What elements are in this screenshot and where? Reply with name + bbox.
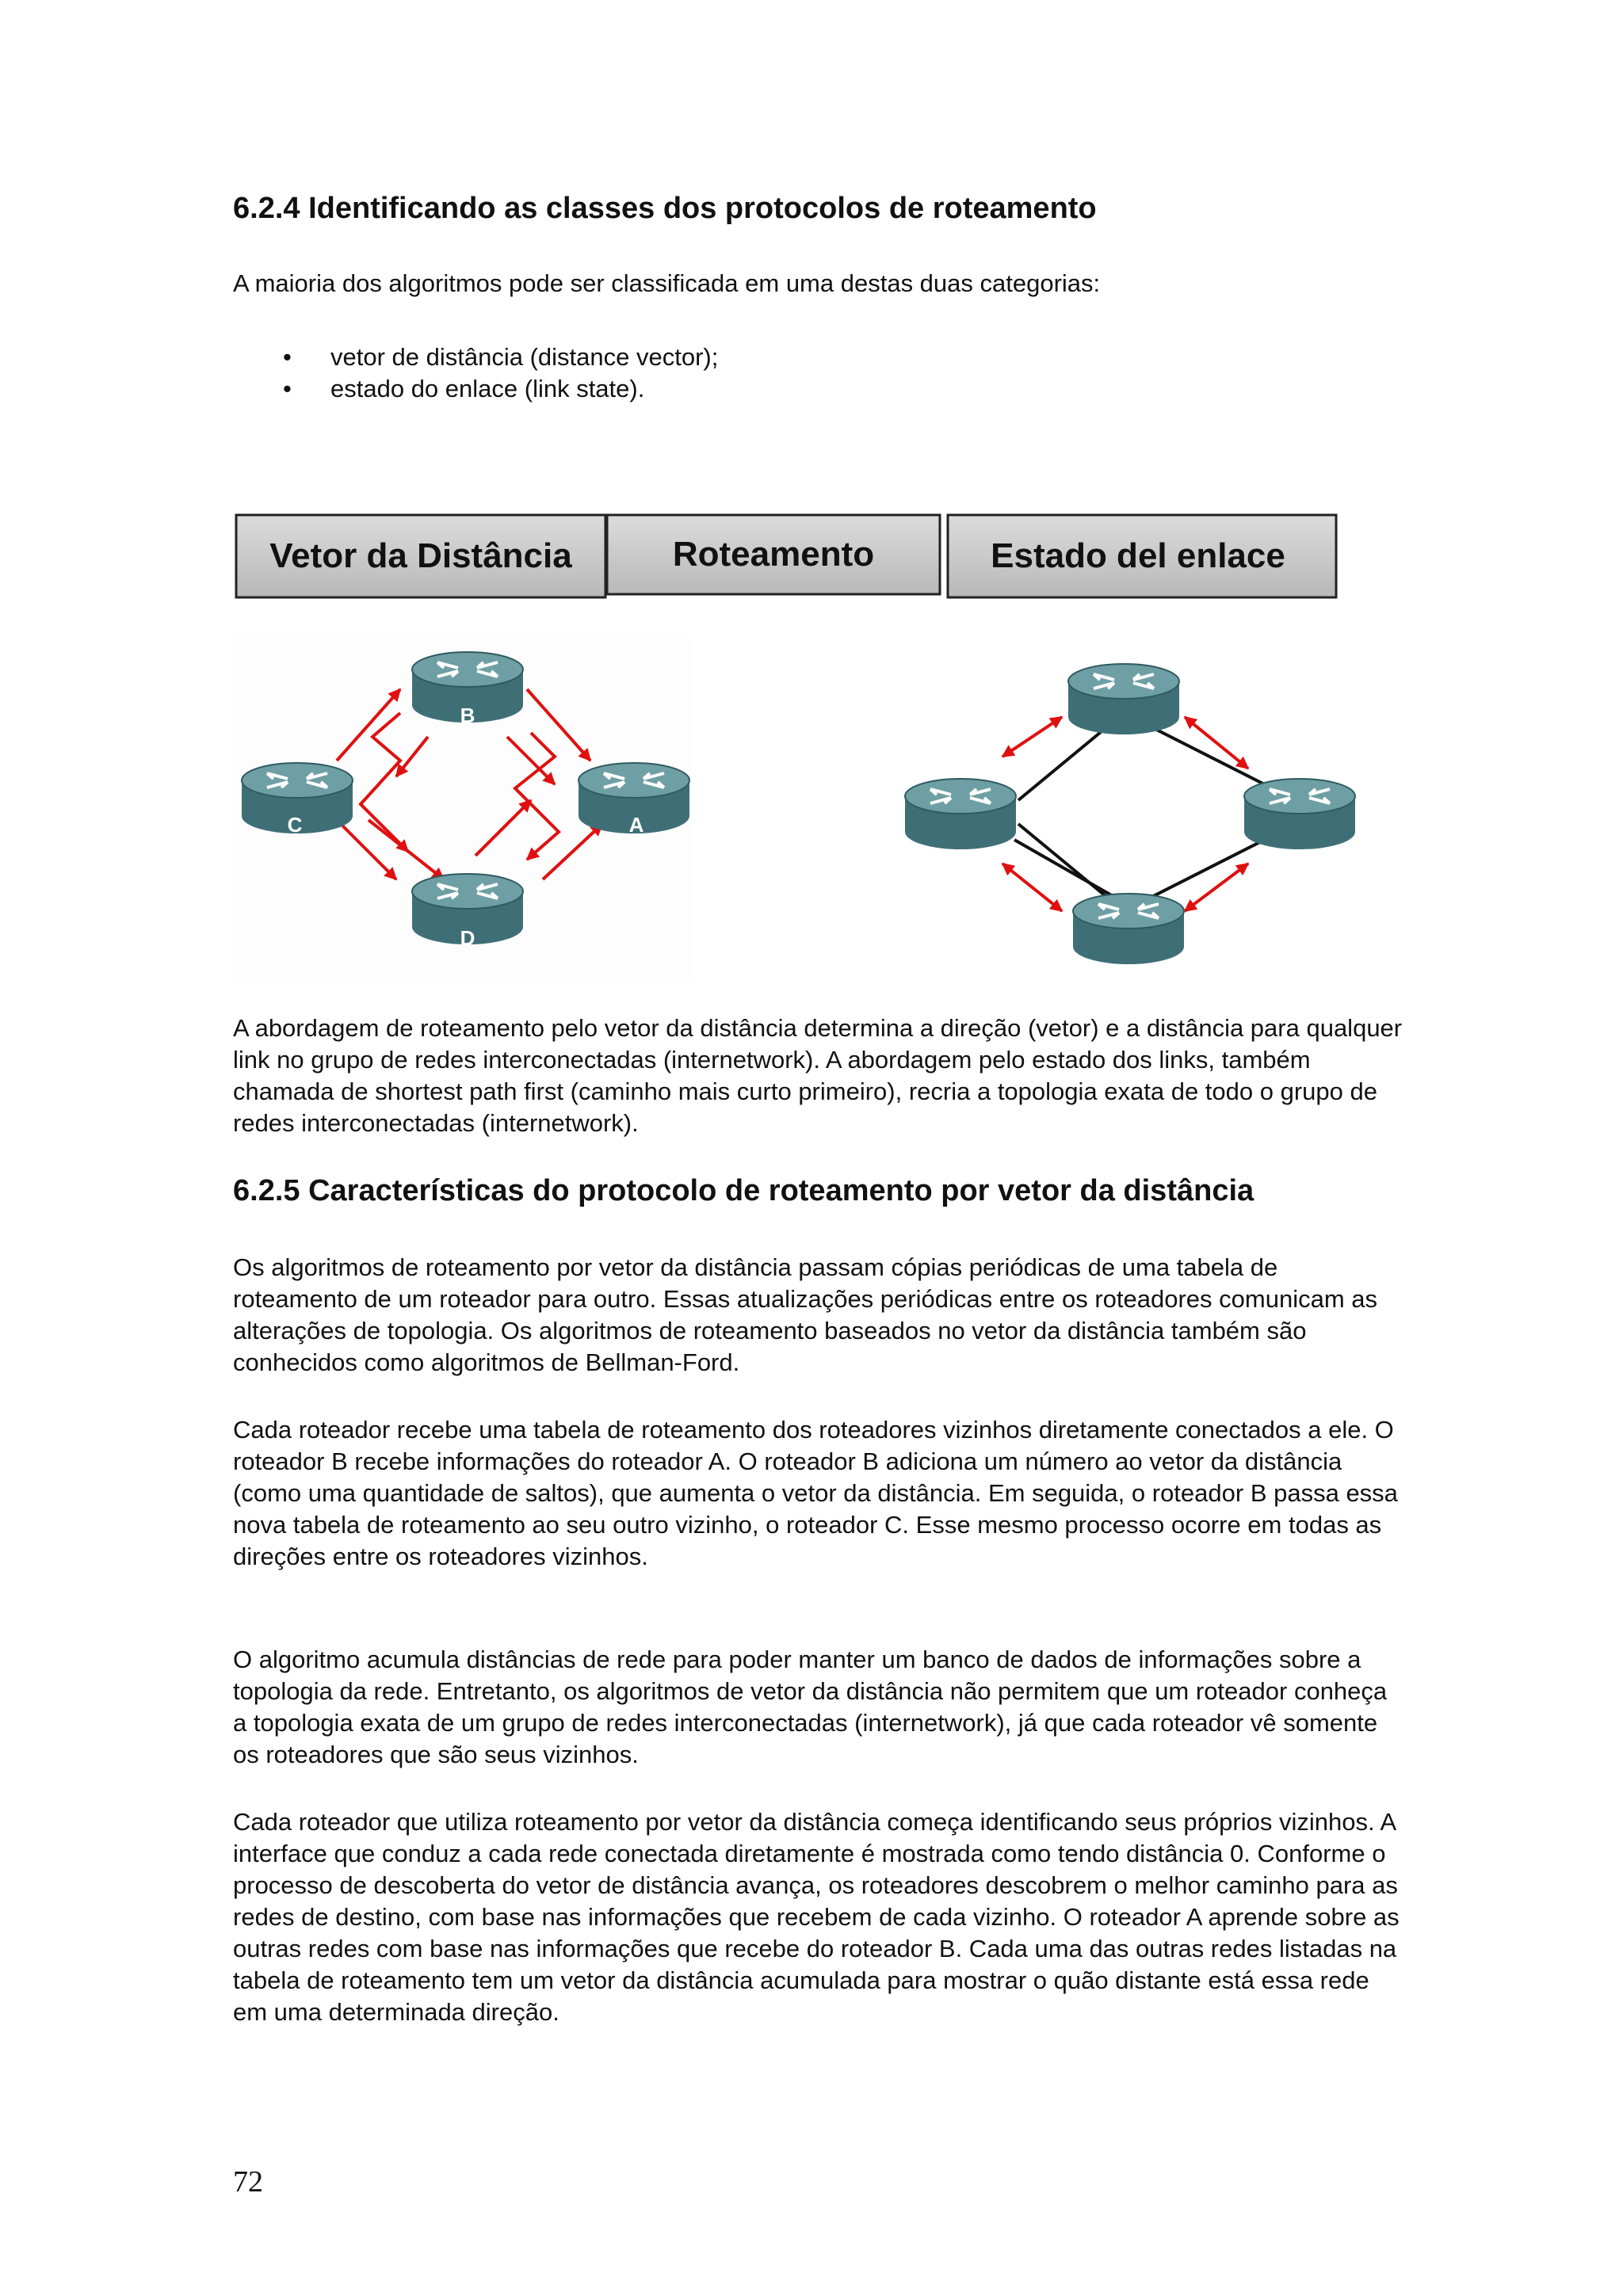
router-icon [1073, 894, 1184, 964]
list-item-text: estado do enlace (link state). [330, 375, 645, 402]
link-state-diagram [905, 664, 1355, 964]
section-heading-6-2-4: 6.2.4 Identificando as classes dos protocolos de roteamento [233, 192, 1097, 225]
router-icon [905, 779, 1016, 849]
router-icon [1244, 779, 1355, 849]
distance-vector-diagram [231, 638, 691, 978]
list-item-text: vetor de distância (distance vector); [330, 343, 719, 371]
label-link-state [948, 515, 1336, 597]
router-label: B [460, 704, 475, 727]
paragraph-bellman-ford: Os algoritmos de roteamento por vetor da distância passam cópias periódicas de uma tabela de roteamento de um roteador para outro. Essas atualizações periódicas entre os roteadores comunicam as alterações de topologia. Os algoritmos de roteamento baseados no vetor da distância também são conhecidos como algoritmos de Bellman-Ford. [233, 1253, 1377, 1376]
paragraph-neighbors: Cada roteador que utiliza roteamento por vetor da distância começa identificando seus próprios vizinhos. A interface que conduz a cada rede conectada diretamente é mostrada como tendo distância 0. Conforme o processo de descoberta do vetor de distância avança, os roteadores descobrem o melhor caminho para as redes de destino, com base nas informações que recebem de cada vizinho. O roteador A aprende sobre as outras redes com base nas informações que recebe do roteador B. Cada uma das outras redes listadas na tabela de roteamento tem um vetor da distância acumulada para mostrar o quão distante está essa rede em uma determinada direção. [233, 1808, 1400, 2026]
router-icon [1068, 664, 1179, 734]
lsa-arrows [1002, 717, 1248, 911]
paragraph-topology: O algoritmo acumula distâncias de rede para poder manter um banco de dados de informações sobre a topologia da rede. Entretanto, os algoritmos de vetor da distância não permitem que um roteador conheça a topologia exata de um grupo de redes interconectadas (internetwork), já que cada roteador vê somente os roteadores que são seus vizinhos. [233, 1646, 1388, 1768]
label-vector-distance [236, 515, 605, 597]
label-text: Vetor da Distância [269, 536, 572, 575]
section-heading-6-2-5: 6.2.5 Características do protocolo de roteamento por vetor da distância [233, 1174, 1254, 1207]
label-text: Roteamento [672, 535, 875, 574]
router-label: C [287, 813, 303, 837]
paragraph-approach: A abordagem de roteamento pelo vetor da distância determina a direção (vetor) e a distância para qualquer link no grupo de redes interconectadas (internetwork). A abordagem pelo estado dos links, também chamada de shortest path first (caminho mais curto primeiro), recria a topologia exata de todo o grupo de redes interconectadas (internetwork). [233, 1014, 1403, 1137]
page-number: 72 [233, 2165, 263, 2199]
paragraph-routing-table: Cada roteador recebe uma tabela de roteamento dos roteadores vizinhos diretamente conectados a ele. O roteador B recebe informações do roteador A. O roteador B adiciona um número ao vetor da distância (como uma quantidade de saltos), que aumenta o vetor da distância. Em seguida, o roteador B passa essa nova tabela de roteamento ao seu outro vizinho, o roteador C. Esse mesmo processo ocorre em todas as direções entre os roteadores vizinhos. [233, 1416, 1398, 1570]
label-routing [607, 515, 940, 594]
bullet-icon: • [283, 375, 292, 402]
label-text: Estado del enlace [991, 536, 1285, 575]
bullet-icon: • [283, 343, 292, 371]
router-label: A [628, 813, 644, 837]
intro-paragraph: A maioria dos algoritmos pode ser classificada em uma destas duas categorias: [233, 269, 1101, 297]
router-label: D [460, 926, 475, 950]
